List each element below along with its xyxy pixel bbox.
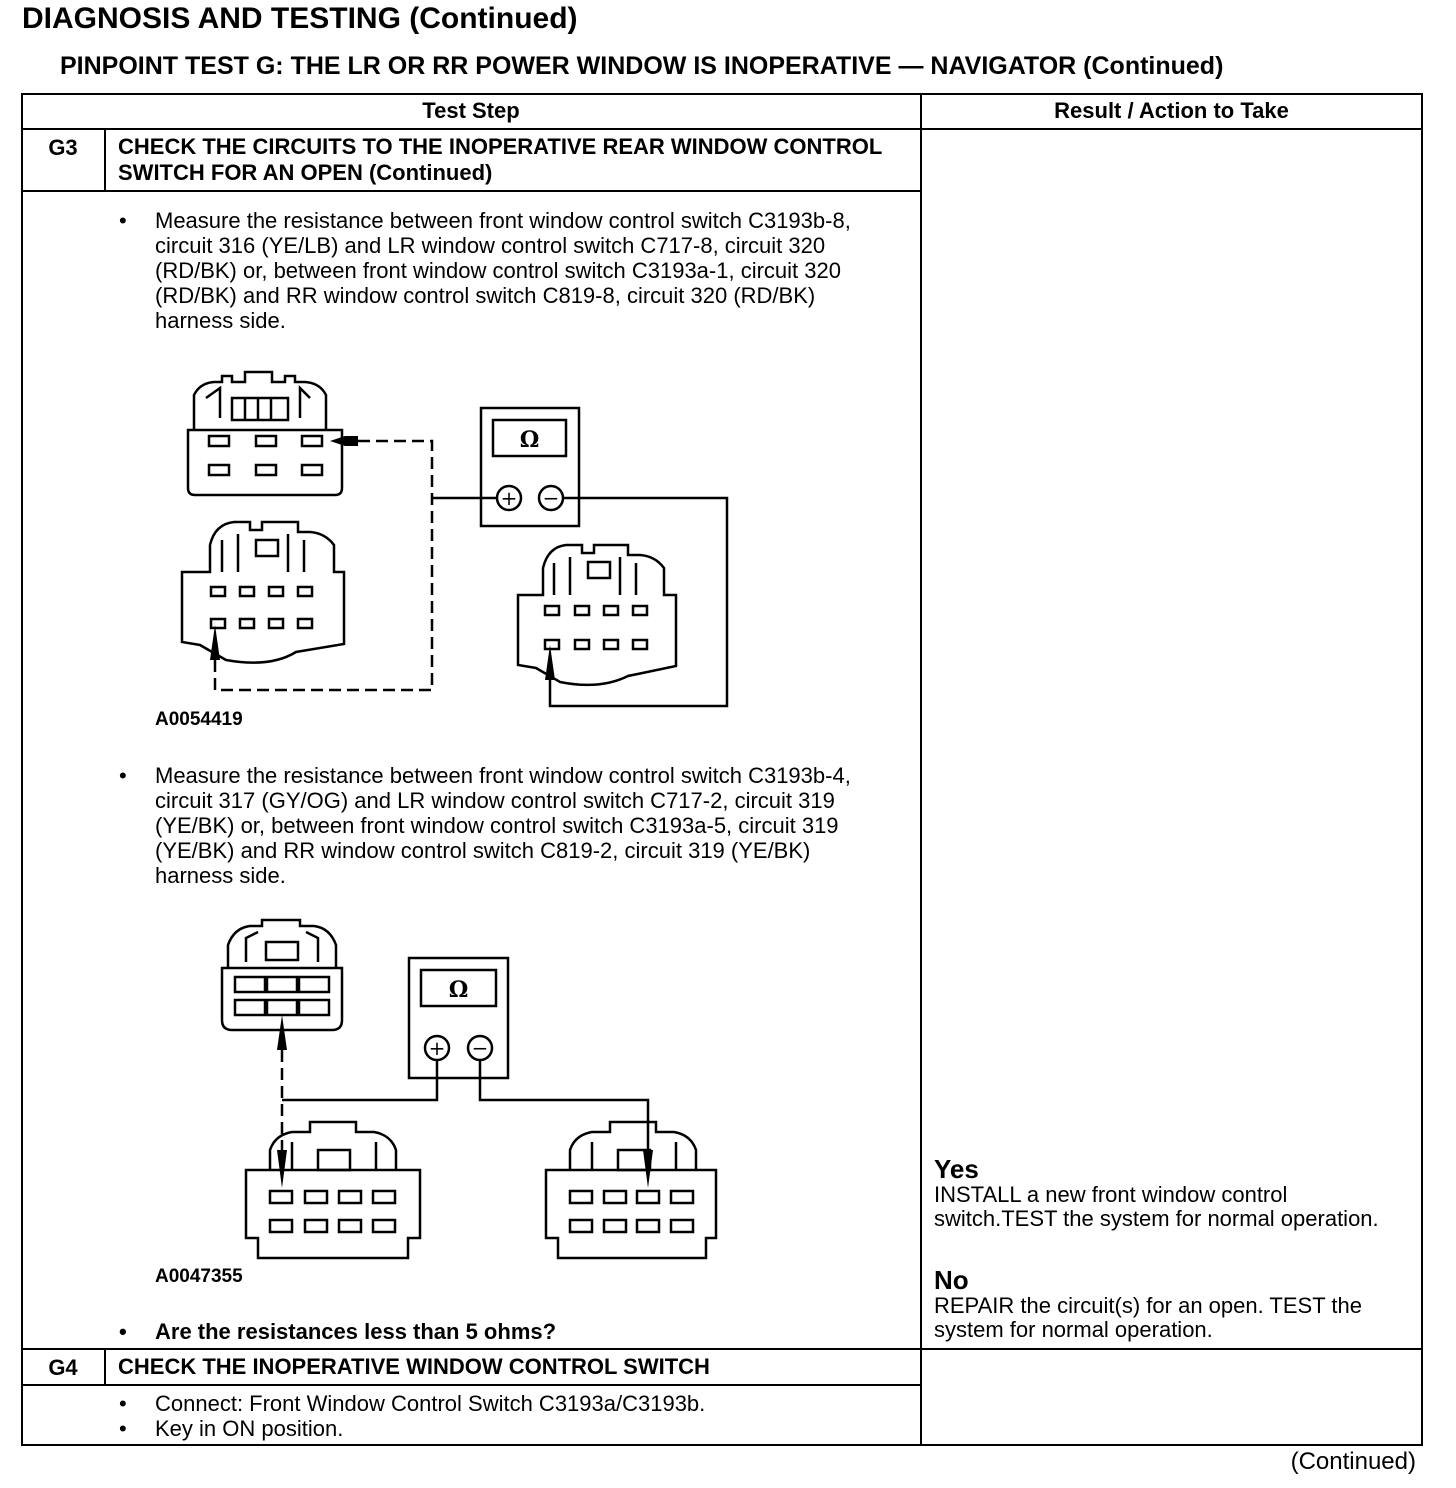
table-border-left	[21, 93, 23, 1446]
result-yes-label: Yes	[934, 1154, 979, 1184]
minus-terminal: −	[471, 1036, 489, 1060]
rr-switch-connector	[518, 545, 676, 685]
bullet-dot: •	[119, 208, 127, 233]
bullet-text: Key in ON position.	[155, 1416, 344, 1441]
ohm-symbol: Ω	[519, 427, 540, 453]
bullet-dot: •	[119, 1319, 127, 1344]
minus-terminal: −	[542, 486, 560, 510]
plus-terminal: +	[500, 486, 518, 510]
bullet-text: Measure the resistance between front window control switch C3193b-8, circuit 316 (YE/LB) and LR window control switch C717-8, circuit 320 (RD/BK) or, between front window control switch C3193a-1, circuit 320 (RD/BK) and RR window control switch C819-8, circuit 320 (RD/BK) harness side.	[155, 208, 851, 333]
page-header: DIAGNOSIS AND TESTING (Continued)	[22, 2, 578, 35]
table-border-bottom	[21, 1444, 1423, 1446]
figure-2-id: A0047355	[155, 1266, 243, 1287]
bullet-dot: •	[119, 763, 127, 788]
table-border-right	[1421, 93, 1423, 1446]
step-id-g4: G4	[48, 1355, 78, 1380]
plus-terminal: +	[428, 1036, 446, 1060]
column-header-result: Result / Action to Take	[1054, 98, 1289, 123]
step-title-g4: CHECK THE INOPERATIVE WINDOW CONTROL SWITCH	[118, 1354, 710, 1379]
front-switch-connector-a	[188, 372, 342, 495]
connector-diagram-1	[170, 365, 750, 715]
step-title-g3: CHECK THE CIRCUITS TO THE INOPERATIVE REAR WINDOW CONTROL SWITCH FOR AN OPEN (Continued)	[118, 134, 882, 185]
continued-note: (Continued)	[1290, 1448, 1416, 1475]
g3-title-divider	[21, 190, 922, 192]
g3-id-divider	[104, 128, 106, 191]
result-yes-text: INSTALL a new front window control switch.TEST the system for normal operation.	[934, 1182, 1379, 1231]
bullet-text: Are the resistances less than 5 ohms?	[155, 1319, 557, 1344]
g4-row-divider	[21, 1348, 1423, 1350]
bullet-text: Measure the resistance between front window control switch C3193b-4, circuit 317 (GY/OG) and LR window control switch C717-2, circuit 319 (YE/BK) or, between front window control switch C3193a-5, circuit 319 (YE/BK) and RR window control switch C819-2, circuit 319 (YE/BK) harness side.	[155, 763, 851, 888]
g4-id-divider	[104, 1348, 106, 1385]
table-border-top	[21, 93, 1423, 95]
front-switch-connector-b	[222, 920, 342, 1030]
rr-switch-connector-b	[546, 1122, 716, 1258]
ohm-symbol: Ω	[448, 977, 469, 1003]
ohmmeter	[409, 958, 508, 1078]
connector-diagram-2	[215, 915, 725, 1265]
lr-switch-connector-b	[246, 1122, 420, 1258]
g4-bullet-1	[119, 1391, 875, 1416]
column-header-test-step: Test Step	[422, 98, 520, 123]
g4-title-divider	[21, 1384, 922, 1386]
result-no-label: No	[934, 1265, 969, 1295]
column-divider	[920, 93, 922, 1446]
header-row-divider	[21, 128, 1423, 130]
bullet-dot: •	[119, 1416, 127, 1441]
g3-bullet-2	[119, 763, 875, 888]
ohmmeter	[481, 408, 579, 526]
bullet-text: Connect: Front Window Control Switch C3193a/C3193b.	[155, 1391, 706, 1416]
g3-question	[119, 1319, 875, 1344]
pinpoint-test-title: PINPOINT TEST G: THE LR OR RR POWER WINDOW IS INOPERATIVE — NAVIGATOR (Continued)	[60, 52, 1224, 80]
g4-bullet-2	[119, 1416, 875, 1441]
lr-switch-connector	[182, 522, 344, 663]
step-id-g3: G3	[48, 135, 78, 160]
figure-1-id: A0054419	[155, 709, 243, 730]
g3-bullet-1	[119, 208, 875, 333]
bullet-dot: •	[119, 1391, 127, 1416]
result-no-text: REPAIR the circuit(s) for an open. TEST the system for normal operation.	[934, 1293, 1362, 1342]
